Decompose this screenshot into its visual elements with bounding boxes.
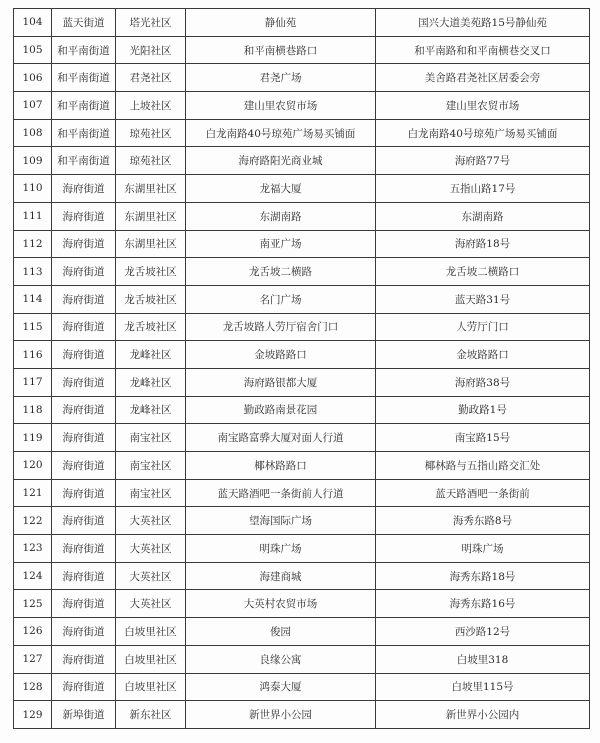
street-cell: 海府街道 [52, 507, 116, 535]
community-cell: 南宝社区 [116, 452, 186, 480]
address-cell: 和平南路和和平南横巷交叉口 [376, 36, 590, 64]
address-cell: 西沙路12号 [376, 618, 590, 646]
table-row [14, 36, 590, 64]
table-row [14, 341, 590, 369]
table-row [14, 64, 590, 92]
location-cell: 海府路银都大厦 [186, 368, 376, 396]
location-table [13, 8, 590, 729]
row-number-cell: 108 [14, 119, 52, 147]
location-cell: 鸿泰大厦 [186, 673, 376, 701]
address-cell: 白坡里318 [376, 645, 590, 673]
address-cell: 蓝天路31号 [376, 285, 590, 313]
table-row [14, 230, 590, 258]
location-cell: 大英村农贸市场 [186, 590, 376, 618]
table-row [14, 562, 590, 590]
table-row [14, 202, 590, 230]
location-cell: 东湖南路 [186, 202, 376, 230]
street-cell: 海府街道 [52, 230, 116, 258]
street-cell: 海府街道 [52, 341, 116, 369]
street-cell: 海府街道 [52, 562, 116, 590]
row-number-cell: 123 [14, 535, 52, 563]
community-cell: 大英社区 [116, 535, 186, 563]
row-number-cell: 120 [14, 452, 52, 480]
community-cell: 新东社区 [116, 701, 186, 729]
address-cell: 新世界小公园内 [376, 701, 590, 729]
street-cell: 海府街道 [52, 673, 116, 701]
address-cell: 海秀东路18号 [376, 562, 590, 590]
location-cell: 建山里农贸市场 [186, 92, 376, 120]
row-number-cell: 115 [14, 313, 52, 341]
street-cell: 海府街道 [52, 479, 116, 507]
location-cell: 望海国际广场 [186, 507, 376, 535]
address-cell: 金坡路路口 [376, 341, 590, 369]
location-cell: 龙舌坡二横路 [186, 258, 376, 286]
street-cell: 和平南街道 [52, 64, 116, 92]
community-cell: 龙峰社区 [116, 368, 186, 396]
address-cell: 海府路38号 [376, 368, 590, 396]
table-row [14, 9, 590, 37]
street-cell: 海府街道 [52, 396, 116, 424]
location-cell: 椰林路路口 [186, 452, 376, 480]
row-number-cell: 126 [14, 618, 52, 646]
table-row [14, 175, 590, 203]
community-cell: 上坡社区 [116, 92, 186, 120]
community-cell: 龙峰社区 [116, 341, 186, 369]
row-number-cell: 118 [14, 396, 52, 424]
address-cell: 东湖南路 [376, 202, 590, 230]
street-cell: 海府街道 [52, 452, 116, 480]
address-cell: 海府路18号 [376, 230, 590, 258]
row-number-cell: 104 [14, 9, 52, 37]
row-number-cell: 124 [14, 562, 52, 590]
street-cell: 海府街道 [52, 368, 116, 396]
location-cell: 南亚广场 [186, 230, 376, 258]
location-cell: 君尧广场 [186, 64, 376, 92]
street-cell: 海府街道 [52, 590, 116, 618]
table-row [14, 258, 590, 286]
table-row [14, 396, 590, 424]
community-cell: 龙舌坡社区 [116, 258, 186, 286]
address-cell: 海府路77号 [376, 147, 590, 175]
location-cell: 静仙苑 [186, 9, 376, 37]
address-cell: 海秀东路16号 [376, 590, 590, 618]
street-cell: 海府街道 [52, 424, 116, 452]
location-cell: 蓝天路酒吧一条街前人行道 [186, 479, 376, 507]
row-number-cell: 110 [14, 175, 52, 203]
table-row [14, 119, 590, 147]
row-number-cell: 122 [14, 507, 52, 535]
row-number-cell: 121 [14, 479, 52, 507]
address-cell: 美舍路君尧社区居委会旁 [376, 64, 590, 92]
table-row [14, 701, 590, 729]
community-cell: 光阳社区 [116, 36, 186, 64]
table-row [14, 285, 590, 313]
street-cell: 新埠街道 [52, 701, 116, 729]
location-cell: 金坡路路口 [186, 341, 376, 369]
community-cell: 大英社区 [116, 590, 186, 618]
community-cell: 龙舌坡社区 [116, 313, 186, 341]
row-number-cell: 106 [14, 64, 52, 92]
row-number-cell: 127 [14, 645, 52, 673]
address-cell: 海秀东路8号 [376, 507, 590, 535]
community-cell: 琼苑社区 [116, 119, 186, 147]
row-number-cell: 117 [14, 368, 52, 396]
location-cell: 龙福大厦 [186, 175, 376, 203]
street-cell: 和平南街道 [52, 147, 116, 175]
street-cell: 海府街道 [52, 258, 116, 286]
street-cell: 和平南街道 [52, 92, 116, 120]
table-row [14, 590, 590, 618]
table-row [14, 618, 590, 646]
address-cell: 勤政路1号 [376, 396, 590, 424]
table-row [14, 479, 590, 507]
street-cell: 海府街道 [52, 645, 116, 673]
row-number-cell: 116 [14, 341, 52, 369]
location-cell: 俊园 [186, 618, 376, 646]
table-row [14, 535, 590, 563]
row-number-cell: 111 [14, 202, 52, 230]
row-number-cell: 112 [14, 230, 52, 258]
row-number-cell: 129 [14, 701, 52, 729]
community-cell: 塔光社区 [116, 9, 186, 37]
address-cell: 建山里农贸市场 [376, 92, 590, 120]
row-number-cell: 119 [14, 424, 52, 452]
row-number-cell: 109 [14, 147, 52, 175]
table-row [14, 673, 590, 701]
table-row [14, 147, 590, 175]
community-cell: 南宝社区 [116, 479, 186, 507]
location-cell: 良缘公寓 [186, 645, 376, 673]
street-cell: 海府街道 [52, 175, 116, 203]
location-cell: 勤政路南景花园 [186, 396, 376, 424]
row-number-cell: 105 [14, 36, 52, 64]
street-cell: 和平南街道 [52, 36, 116, 64]
community-cell: 白坡里社区 [116, 618, 186, 646]
address-cell: 明珠广场 [376, 535, 590, 563]
location-cell: 名门广场 [186, 285, 376, 313]
address-cell: 椰林路与五指山路交汇处 [376, 452, 590, 480]
location-cell: 新世界小公园 [186, 701, 376, 729]
community-cell: 龙舌坡社区 [116, 285, 186, 313]
table-row [14, 424, 590, 452]
row-number-cell: 125 [14, 590, 52, 618]
street-cell: 海府街道 [52, 285, 116, 313]
address-cell: 蓝天路酒吧一条街前 [376, 479, 590, 507]
community-cell: 君尧社区 [116, 64, 186, 92]
row-number-cell: 113 [14, 258, 52, 286]
community-cell: 东湖里社区 [116, 175, 186, 203]
table-row [14, 92, 590, 120]
street-cell: 和平南街道 [52, 119, 116, 147]
address-cell: 白坡里115号 [376, 673, 590, 701]
location-cell: 南宝路富骅大厦对面人行道 [186, 424, 376, 452]
community-cell: 白坡里社区 [116, 673, 186, 701]
street-cell: 海府街道 [52, 313, 116, 341]
community-cell: 琼苑社区 [116, 147, 186, 175]
location-cell: 白龙南路40号琼苑广场易买铺面 [186, 119, 376, 147]
location-cell: 和平南横巷路口 [186, 36, 376, 64]
street-cell: 海府街道 [52, 618, 116, 646]
table-row [14, 507, 590, 535]
address-cell: 南宝路15号 [376, 424, 590, 452]
address-cell: 五指山路17号 [376, 175, 590, 203]
community-cell: 龙峰社区 [116, 396, 186, 424]
community-cell: 大英社区 [116, 562, 186, 590]
community-cell: 东湖里社区 [116, 230, 186, 258]
table-row [14, 645, 590, 673]
address-cell: 国兴大道美苑路15号静仙苑 [376, 9, 590, 37]
location-cell: 海府路阳光商业城 [186, 147, 376, 175]
street-cell: 蓝天街道 [52, 9, 116, 37]
street-cell: 海府街道 [52, 535, 116, 563]
row-number-cell: 114 [14, 285, 52, 313]
table-row [14, 452, 590, 480]
address-cell: 龙舌坡二横路口 [376, 258, 590, 286]
table-row [14, 368, 590, 396]
community-cell: 白坡里社区 [116, 645, 186, 673]
address-cell: 人劳厅门口 [376, 313, 590, 341]
table-body [14, 9, 590, 729]
community-cell: 东湖里社区 [116, 202, 186, 230]
community-cell: 大英社区 [116, 507, 186, 535]
address-cell: 白龙南路40号琼苑广场易买铺面 [376, 119, 590, 147]
location-cell: 明珠广场 [186, 535, 376, 563]
table-row [14, 313, 590, 341]
location-cell: 海建商城 [186, 562, 376, 590]
community-cell: 南宝社区 [116, 424, 186, 452]
row-number-cell: 107 [14, 92, 52, 120]
row-number-cell: 128 [14, 673, 52, 701]
location-cell: 龙舌坡路人劳厅宿舍门口 [186, 313, 376, 341]
street-cell: 海府街道 [52, 202, 116, 230]
